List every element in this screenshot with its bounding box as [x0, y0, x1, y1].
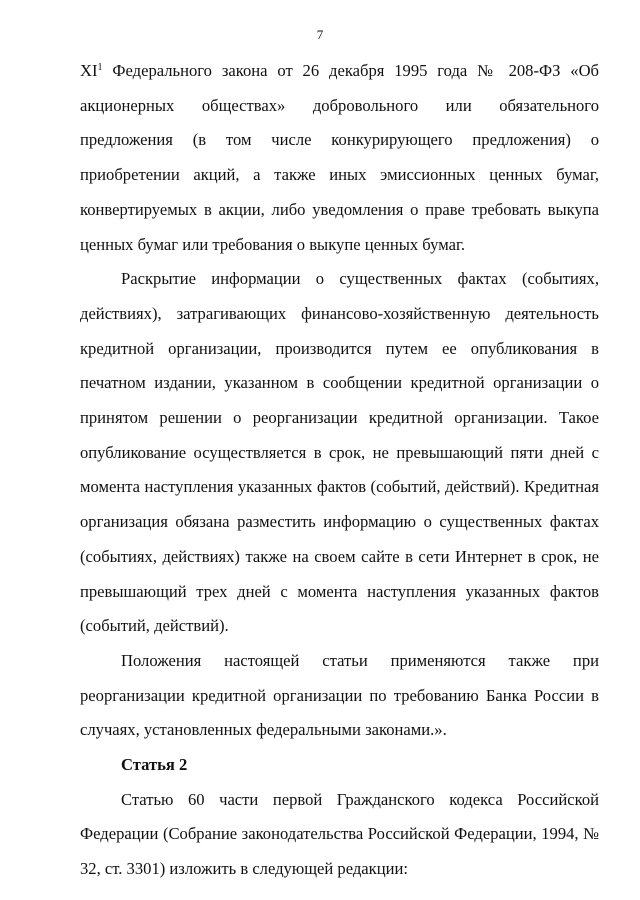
chapter-superscript: 1 [97, 62, 103, 73]
document-body [80, 54, 599, 887]
paragraph-disclosure: Раскрытие информации о существенных фактах (событиях, действиях), затрагивающих финансово-хозяйственную деятельность кредитной организации, производится путем ее опубликования в печатном издании, указанном в сообщении кредитной организации о принятом решении о реорганизации кредитной организации. Такое опубликование осуществляется в срок, не превышающий пяти дней с момента наступления указанных фактов (событий, действий). Кредитная организация обязана разместить информацию о существенных фактах (событиях, действиях) также на своем сайте в сети Интернет в срок, не превышающий трех дней с момента наступления указанных фактов (событий, действий). [80, 269, 599, 636]
paragraph-article-60: Статью 60 части первой Гражданского кодекса Российской Федерации (Собрание законодательства Российской Федерации, 1994, № 32, ст. 3301) изложить в следующей редакции: [80, 789, 599, 879]
chapter-roman-numeral: XI [80, 61, 98, 80]
article-heading: Статья 2 [121, 755, 188, 775]
paragraph-continuation-text: Федерального закона от 26 декабря 1995 года № 208-ФЗ «Об акционерных обществах» добровольного или обязательного предложения (в том числе конкурирующего предложения) о приобретении акций, а также иных эмиссионных ценных бумаг, конвертируемых в акции, либо уведомления о праве требовать выкупа ценных бумаг или требования о выкупе ценных бумаг. [80, 61, 599, 254]
paragraph-provisions: Положения настоящей статьи применяются также при реорганизации кредитной организации по требованию Банка России в случаях, установленных федеральными законами.». [80, 650, 599, 740]
page-number: 7 [316, 27, 324, 42]
paragraph-continuation [80, 54, 599, 262]
